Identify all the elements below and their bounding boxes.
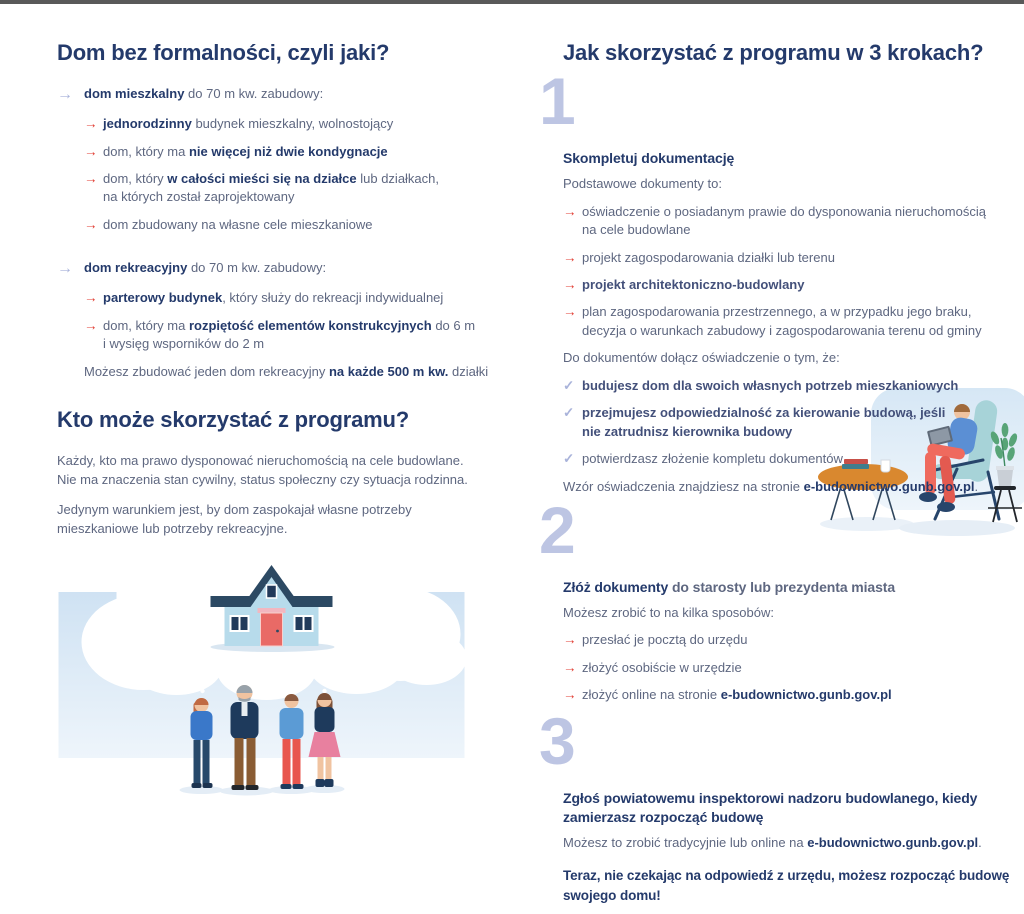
list-item [84,289,515,307]
arrow-right-icon: → [84,216,98,232]
check-icon: ✓ [563,405,575,421]
list-item-text: dom, który ma nie więcej niż dwie kondygnacje [103,143,388,159]
check-icon: ✓ [563,451,575,467]
list-item [84,317,515,354]
arrow-right-icon: → [563,249,577,265]
list-item [563,203,1024,240]
check-item [563,377,1024,395]
recreational-note: Możesz zbudować jeden dom rekreacyjny na każde 500 m kw. działki [84,363,489,379]
list-item [84,170,515,207]
list-item-text: dom zbudowany na własne cele mieszkaniowe [103,216,373,232]
list-item-text: projekt zagospodarowania działki lub terenu [582,249,835,265]
step-1-attach-intro: Do dokumentów dołącz oświadczenie o tym, że: [563,350,840,366]
arrow-right-icon: → [57,86,73,104]
step-2-number: 2 [539,493,576,568]
step-3-number: 3 [539,703,576,778]
check-item-text: budujesz dom dla swoich własnych potrzeb mieszkaniowych [582,377,959,393]
arrow-right-icon: → [563,632,577,648]
list-item-text: plan zagospodarowania przestrzennego, a w przypadku jego braku, decyzja o warunkach zabudowy i zagospodarowania terenu od gminy [582,304,982,338]
step-2-title: Złóż dokumenty do starosty lub prezydenta miasta [563,579,896,596]
check-item-text: przejmujesz odpowiedzialność za kierowanie budową, jeśli nie zatrudnisz kierownika budowy [582,405,946,439]
arrow-right-icon: → [563,304,577,320]
who-paragraph-2: Jedynym warunkiem jest, by dom zaspokajał własne potrzeby mieszkaniowe lub potrzeby rekreacyjne. [57,502,412,536]
who-paragraph-1: Każdy, kto ma prawo dysponować nieruchomością na cele budowlane. Nie ma znaczenia stan cywilny, status społeczny czy sytuacja rodzinna. [57,453,468,487]
arrow-right-icon: → [563,659,577,675]
family-house-illustration [57,550,515,802]
left-column [57,0,515,802]
arrow-right-icon: → [563,687,577,703]
heading-how-to-use: Jak skorzystać z programu w 3 krokach? [563,40,984,65]
list-item [563,659,1024,677]
list-item-text: dom rekreacyjny do 70 m kw. zabudowy: [84,260,327,276]
step-1 [539,64,1024,496]
check-icon: ✓ [563,377,575,393]
step-1-intro: Podstawowe dokumenty to: [563,176,722,192]
list-item-residential [57,85,515,106]
list-item-recreational [57,259,515,280]
arrow-right-icon: → [84,143,98,159]
list-item-text: projekt architektoniczno-budowlany [582,277,805,292]
arrow-right-icon: → [563,203,577,219]
list-item-text: parterowy budynek, który służy do rekreacji indywidualnej [103,290,444,306]
arrow-right-icon: → [84,116,98,132]
step-2-intro: Możesz zrobić to na kilka sposobów: [563,604,774,620]
arrow-right-icon: → [84,171,98,186]
step-1-title: Skompletuj dokumentację [563,150,735,167]
list-item [563,631,1024,649]
list-item [84,115,515,133]
right-column [539,0,1024,914]
list-item-text: jednorodzinny budynek mieszkalny, wolnostojący [103,116,394,132]
list-item-text: dom mieszkalny do 70 m kw. zabudowy: [84,86,324,102]
heading-who-can-use: Kto może skorzystać z programu? [57,406,409,432]
arrow-right-icon: → [84,317,98,333]
list-item-text: dom, który ma rozpiętość elementów konstrukcyjnych do 6 m i wysięg wsporników do 2 m [103,317,476,352]
arrow-right-icon: → [57,260,73,278]
closing-statement: Teraz, nie czekając na odpowiedź z urzędu, możesz rozpocząć budowę swojego domu! [563,868,1010,903]
list-item [563,249,1024,267]
list-item-text: dom, który w całości mieści się na działce lub działkach, na których został zaprojektowany [103,171,440,205]
list-item [84,143,515,161]
heading-what-house: Dom bez formalności, czyli jaki? [57,40,390,65]
step-3 [539,703,1024,905]
step-1-outro: Wzór oświadczenia znajdziesz na stronie e-budownictwo.gunb.gov.pl. [563,478,979,494]
check-item-text: potwierdzasz złożenie kompletu dokumentów [582,451,843,467]
arrow-right-icon: → [84,290,98,306]
list-item [563,303,1024,340]
list-item-text: złożyć online na stronie e-budownictwo.gunb.gov.pl [582,687,892,703]
arrow-right-icon: → [563,277,577,292]
list-item-text: przesłać je pocztą do urzędu [582,632,748,648]
check-item [563,404,1024,441]
list-item-text: złożyć osobiście w urzędzie [582,659,742,675]
list-item-text: oświadczenie o posiadanym prawie do dysponowania nieruchomością na cele budowlane [582,203,986,238]
check-item [563,450,1024,468]
step-3-title: Zgłoś powiatowemu inspektorowi nadzoru budowlanego, kiedy zamierzasz rozpocząć budowę [563,789,978,825]
list-item [84,216,515,234]
list-item [563,686,1024,704]
list-item [563,276,1024,294]
step-1-number: 1 [539,64,576,139]
step-3-body: Możesz to zrobić tradycyjnie lub online na e-budownictwo.gunb.gov.pl. [563,834,982,850]
